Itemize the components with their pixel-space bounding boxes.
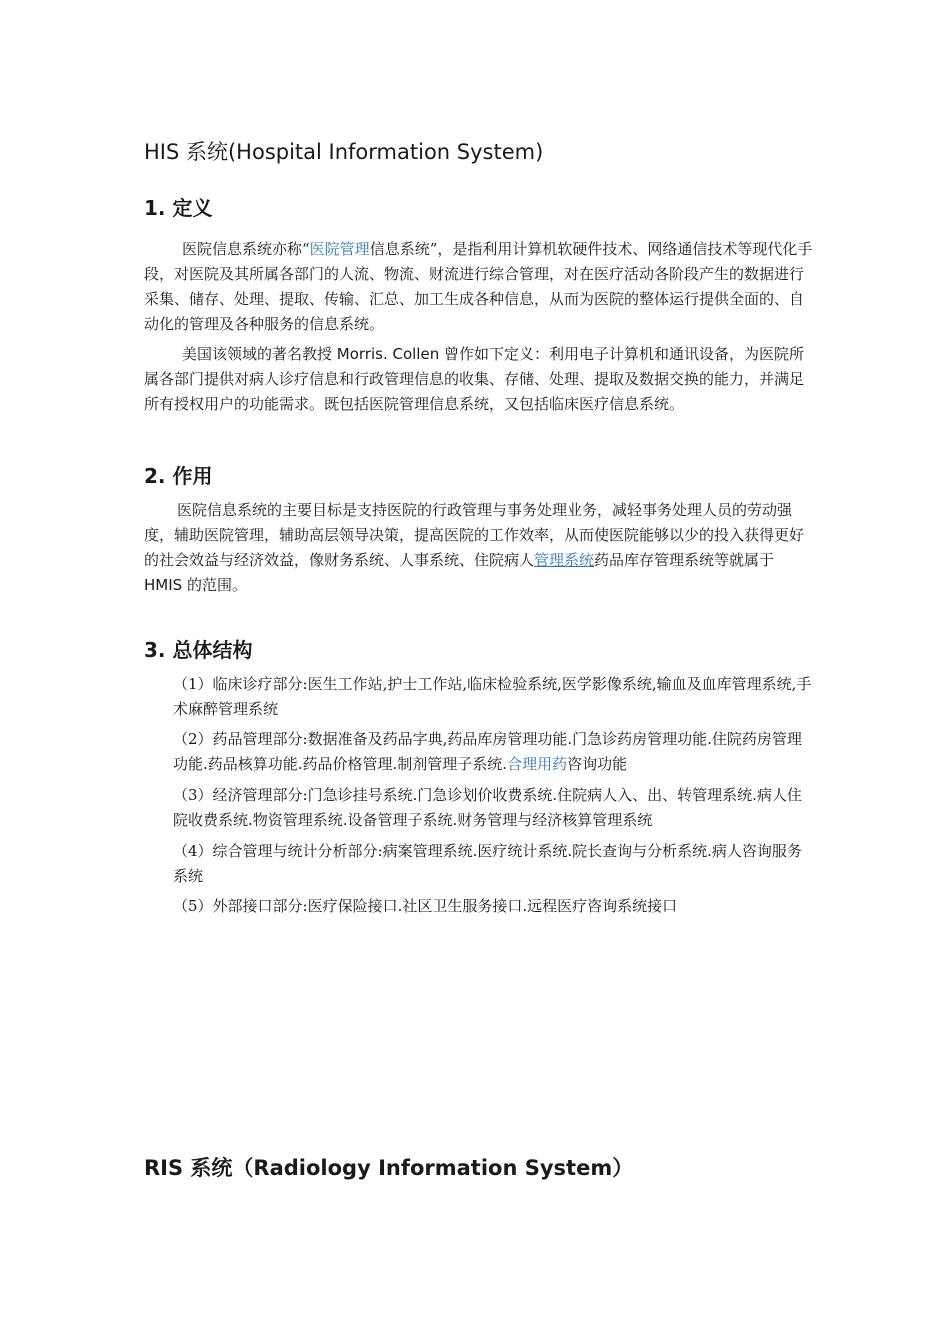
hmis-text: HMIS (144, 576, 187, 594)
item-text: 咨询功能 (567, 755, 628, 773)
paragraph-text: 医院信息系统亦称“ (182, 240, 310, 258)
section-1-paragraph-2 (144, 342, 814, 417)
structure-item-5: （5）外部接口部分:医疗保险接口.社区卫生服务接口.远程医疗咨询系统接口 (173, 897, 678, 915)
ris-heading: RIS 系统（Radiology Information System） (144, 1156, 634, 1180)
paragraph-text: 的范围。 (186, 576, 247, 594)
document-title: HIS 系统(Hospital Information System) (144, 140, 544, 164)
section-2-paragraph (144, 498, 814, 598)
structure-item-3: （3）经济管理部分:门急诊挂号系统.门急诊划价收费系统.住院病人入、出、转管理系统.病人住院收费系统.物资管理系统.设备管理子系统.财务管理与经济核算管理系统 (173, 786, 802, 829)
paragraph-text: 信息系统”，是指利用计算机软硬件技术、网络通信技术等现代化手段，对医院及其所属各部门的人流、物流、财流进行综合管理，对在医疗活动各阶段产生的数据进行采集、储存、处理、提取、传输、汇总、加工生成各种信息，从而为医院的整体运行提供全面的、自动化的管理及各种服务的信息系统。 (144, 240, 813, 333)
rational-drug-use-link[interactable]: 合理用药 (507, 755, 568, 773)
structure-item-4: （4）综合管理与统计分析部分:病案管理系统.医疗统计系统.院长查询与分析系统.病人咨询服务系统 (173, 842, 802, 885)
section-1-heading: 1. 定义 (144, 196, 213, 220)
section-1-paragraph-1 (144, 237, 814, 337)
paragraph-text: 曾作如下定义：利用电子计算机和通讯设备，为医院所属各部门提供对病人诊疗信息和行政管理信息的收集、存储、处理、提取及数据交换的能力，并满足所有授权用户的功能需求。既包括医院管理信息系统，又包括临床医疗信息系统。 (144, 345, 805, 413)
structure-item-2 (173, 727, 813, 777)
structure-item-1: （1）临床诊疗部分:医生工作站,护士工作站,临床检验系统,医学影像系统,输血及血库管理系统,手术麻醉管理系统 (173, 675, 812, 718)
paragraph-text: 美国该领域的著名教授 (182, 345, 333, 363)
section-3-heading: 3. 总体结构 (144, 638, 253, 662)
person-name: Morris. Collen (332, 345, 444, 363)
paragraph-text: 药品库存管理系统等就属于 (594, 551, 775, 569)
item-text: （2）药品管理部分:数据准备及药品字典,药品库房管理功能.门急诊药房管理功能.住院药房管理功能.药品核算功能.药品价格管理.制剂管理子系统. (173, 730, 802, 773)
section-2-heading: 2. 作用 (144, 464, 213, 488)
paragraph-text: 医院信息系统的主要目标是支持医院的行政管理与事务处理业务，减轻事务处理人员的劳动强度，辅助医院管理，辅助高层领导决策，提高医院的工作效率，从而使医院能够以少的投入获得更好的社会效益与经济效益，像财务系统、人事系统、住院病人 (144, 501, 805, 569)
management-system-link[interactable]: 管理系统 (534, 551, 595, 569)
hospital-management-link[interactable]: 医院管理 (309, 240, 370, 258)
